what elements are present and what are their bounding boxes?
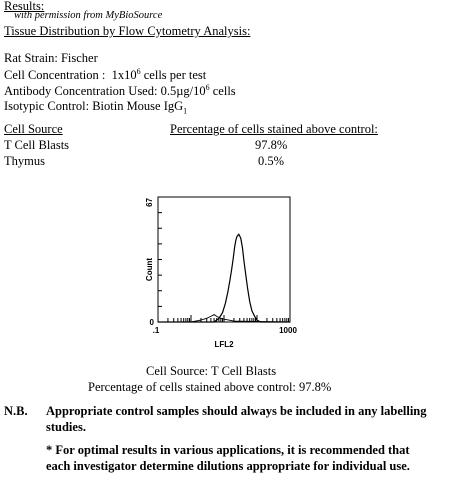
iso-pre: Isotypic Control: Biotin Mouse IgG: [4, 99, 184, 113]
cell-conc-pre: 1x10: [111, 68, 137, 83]
plot-frame: [158, 197, 290, 322]
tip-line-2: each investigator determine dilutions appropriate for individual use.: [46, 459, 410, 473]
x-max-tick-label: 1000: [279, 326, 297, 335]
y-axis-label: Count: [145, 257, 154, 282]
nb-line-1: Appropriate control samples should always be included in any labelling: [46, 404, 427, 418]
caption-source: Cell Source: T Cell Blasts: [146, 364, 277, 378]
plot-axes: [158, 197, 290, 322]
ab-conc-post: cells: [209, 84, 236, 99]
y-zero-tick-label: 0: [149, 318, 154, 327]
x-axis-label: LFL2: [214, 340, 234, 349]
table-row-pct: 0.5%: [258, 154, 285, 168]
tip-line-1: * For optimal results in various applications, it is recommended that: [46, 443, 410, 457]
caption-percentage: Percentage of cells stained above control: 97.8%: [88, 380, 332, 394]
iso-sub: 1: [183, 106, 188, 116]
y-max-tick-label: 67: [145, 198, 154, 207]
ab-conc-pre: Antibody Concentration Used: 0.5µg/10: [4, 84, 206, 99]
table-row-pct: 97.8%: [255, 138, 288, 152]
histogram-series-1: [158, 234, 290, 322]
cell-conc-label: Cell Concentration :: [4, 68, 106, 83]
cell-conc-exp: 6: [136, 67, 141, 76]
table-col-cell-source: Cell Source: [4, 122, 63, 136]
results-heading: Results:: [4, 0, 45, 13]
x-min-tick-label: .1: [152, 326, 160, 335]
rat-strain: Rat Strain: Fischer: [4, 51, 98, 65]
plot-series: [158, 234, 290, 322]
permission-note: with permission from MyBioSource: [14, 10, 163, 21]
cell-conc-post: cells per test: [140, 68, 207, 83]
nb-label: N.B.: [4, 404, 28, 418]
nb-line-2: studies.: [46, 420, 86, 434]
table-col-percentage: Percentage of cells stained above control:: [170, 122, 378, 136]
plot-ticks: [158, 213, 288, 322]
ab-conc-exp: 6: [205, 83, 210, 92]
table-row-source: T Cell Blasts: [4, 138, 70, 152]
section-title: Tissue Distribution by Flow Cytometry Analysis:: [4, 24, 251, 38]
table-row-source: Thymus: [4, 154, 45, 168]
